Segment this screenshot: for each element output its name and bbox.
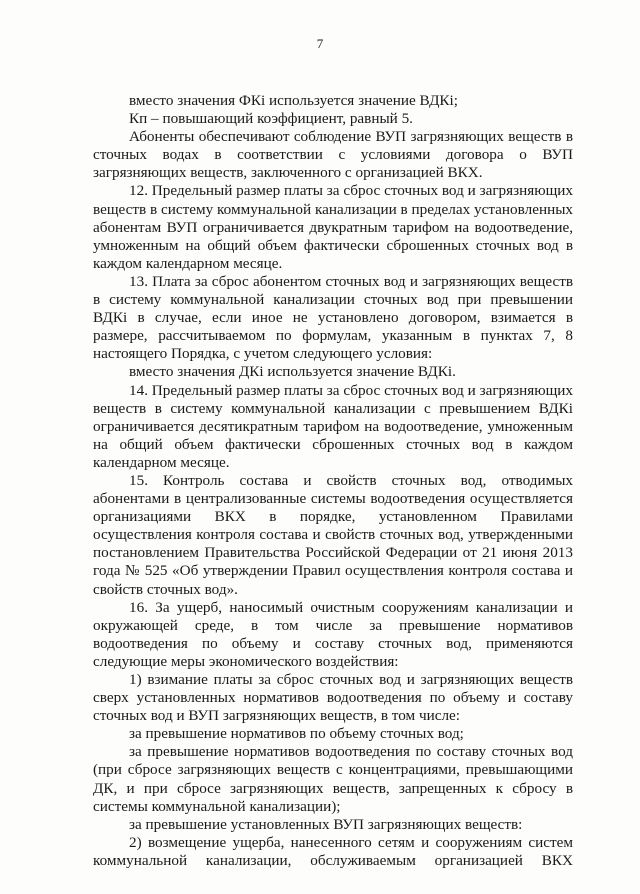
paragraph: за превышение установленных ВУП загрязняющих веществ: (129, 815, 523, 833)
paragraph: 1) взимание платы за сброс сточных вод и загрязняющих веществ сверх установленных нормативов водоотведения по объему и составу сточных вод и ВУП загрязняющих веществ, в том числе: (93, 671, 573, 725)
paragraph: Абоненты обеспечивают соблюдение ВУП загрязняющих веществ в сточных водах в соответствии с условиями договора о ВУП загрязняющих веществ, заключенного с организацией ВКХ. (93, 128, 573, 182)
paragraph: за превышение нормативов по объему сточных вод; (129, 725, 464, 743)
paragraph: 12. Предельный размер платы за сброс сточных вод и загрязняющих веществ в систему коммунальной канализации в пределах установленных абонентам ВУП ограничивается двукратным тарифом на водоотведение, умноженным на общий объем фактически сброшенных сточных вод в каждом календарном месяце. (93, 182, 573, 272)
paragraph: 13. Плата за сброс абонентом сточных вод и загрязняющих веществ в систему коммунальной канализации сточных вод при превышении ВДКі в случае, если иное не установлено договором, взимается в размере, рассчитываемом по формулам, указанным в пунктах 7, 8 настоящего Порядка, с учетом следующего условия: (93, 272, 573, 363)
paragraph: 15. Контроль состава и свойств сточных вод, отводимых абонентами в централизованные системы водоотведения осуществляется организациями ВКХ в порядке, установленном Правилами осуществления контроля состава и свойств сточных вод, утвержденными постановлением Правительства Российской Федерации от 21 июня 2013 года № 525 «Об утверждении Правил осуществления контроля состава и свойств сточных вод». (93, 471, 573, 598)
document-body (93, 92, 573, 870)
page-number: 7 (316, 36, 324, 51)
paragraph: вместо значения ДКі используется значение ВДКі. (129, 363, 456, 381)
paragraph: вместо значения ФКі используется значение ВДКі; (129, 92, 458, 109)
paragraph: 14. Предельный размер платы за сброс сточных вод и загрязняющих веществ в систему коммунальной канализации с превышением ВДКі ограничивается десятикратным тарифом на водоотведение, умноженным на общий объем фактически сброшенных сточных вод в каждом календарном месяце. (93, 381, 573, 471)
paragraph: 2) возмещение ущерба, нанесенного сетям и сооружениям систем коммунальной канализации, обслуживаемым организацией ВКХ (93, 833, 573, 869)
paragraph: 16. За ущерб, наносимый очистным сооружениям канализации и окружающей среде, в том числе за превышение нормативов водоотведения по объему и составу сточных вод, применяются следующие меры экономического воздействия: (93, 598, 573, 670)
paragraph: за превышение нормативов водоотведения по составу сточных вод (при сбросе загрязняющих веществ с концентрациями, превышающими ДК, и при сбросе загрязняющих веществ, запрещенных к сбросу в системы коммунальной канализации); (93, 743, 573, 815)
paragraph: Кп – повышающий коэффициент, равный 5. (129, 110, 413, 128)
